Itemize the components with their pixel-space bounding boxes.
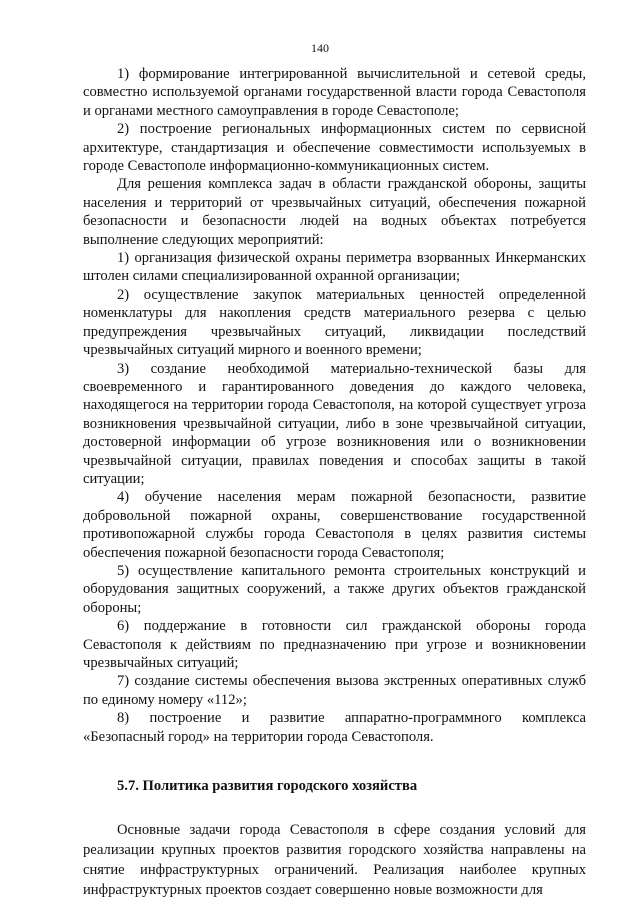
- paragraph-measure-5: 5) осуществление капитального ремонта строительных конструкций и оборудования защитных сооружений, а также других объектов гражданской обороны;: [83, 562, 586, 616]
- paragraph-measure-6: 6) поддержание в готовности сил гражданской обороны города Севастополя к действиям по предназначению при угрозе и возникновении чрезвычайных ситуаций;: [83, 618, 586, 671]
- paragraph-measure-3: 3) создание необходимой материально-технической базы для своевременного и гарантированного доведения до каждого человека, находящегося на территории города Севастополя, на которой существует угроза возникновения чрезвычайной ситуации, либо в зоне чрезвычайной ситуации, достоверной информации об угрозе возникновения или о возникновении чрезвычайной ситуации, правилах поведения и способах защиты в такой ситуации;: [83, 360, 586, 487]
- paragraph-item-2: 2) построение региональных информационных систем по сервисной архитектуре, стандартизация и обеспечение совместимости используемых в городе Севастополе информационно-коммуникационных систем.: [83, 121, 586, 175]
- section-heading: 5.7. Политика развития городского хозяйства: [117, 778, 418, 795]
- paragraph-item-1: 1) формирование интегрированной вычислительной и сетевой среды, совместно используемой органами государственной власти города Севастополя и органами местного самоуправления в городе Севастополе;: [83, 66, 586, 119]
- paragraph-measure-1: 1) организация физической охраны периметра взорванных Инкерманских штолен силами специализированной охранной организации;: [83, 250, 586, 285]
- paragraph-measure-8: 8) построение и развитие аппаратно-программного комплекса «Безопасный город» на территории города Севастополя.: [83, 710, 586, 745]
- page-number: 140: [311, 41, 329, 55]
- paragraph-intro-civil-defense: Для решения комплекса задач в области гражданской обороны, защиты населения и территорий от чрезвычайных ситуаций, обеспечения пожарной безопасности и безопасности людей на водных объектах потребуется выполнение следующих мероприятий:: [83, 176, 586, 248]
- section-paragraph: Основные задачи города Севастополя в сфере создания условий для реализации крупных проектов развития городского хозяйства направлены на снятие инфраструктурных ограничений. Реализация наиболее крупных инфраструктурных проектов создает совершенно новые возможности для: [83, 822, 586, 899]
- paragraph-measure-7: 7) создание системы обеспечения вызова экстренных оперативных служб по единому номеру «112»;: [83, 673, 586, 708]
- document-body: [83, 65, 586, 900]
- paragraph-measure-4: 4) обучение населения мерам пожарной безопасности, развитие добровольной пожарной охраны, совершенствование государственной противопожарной службы города Севастополя в целях развития системы обеспечения пожарной безопасности города Севастополя;: [83, 489, 586, 561]
- paragraph-measure-2: 2) осуществление закупок материальных ценностей определенной номенклатуры для накопления средств материального резерва с целью предупреждения чрезвычайных ситуаций, ликвидации последствий чрезвычайных ситуаций мирного и военного времени;: [83, 286, 586, 359]
